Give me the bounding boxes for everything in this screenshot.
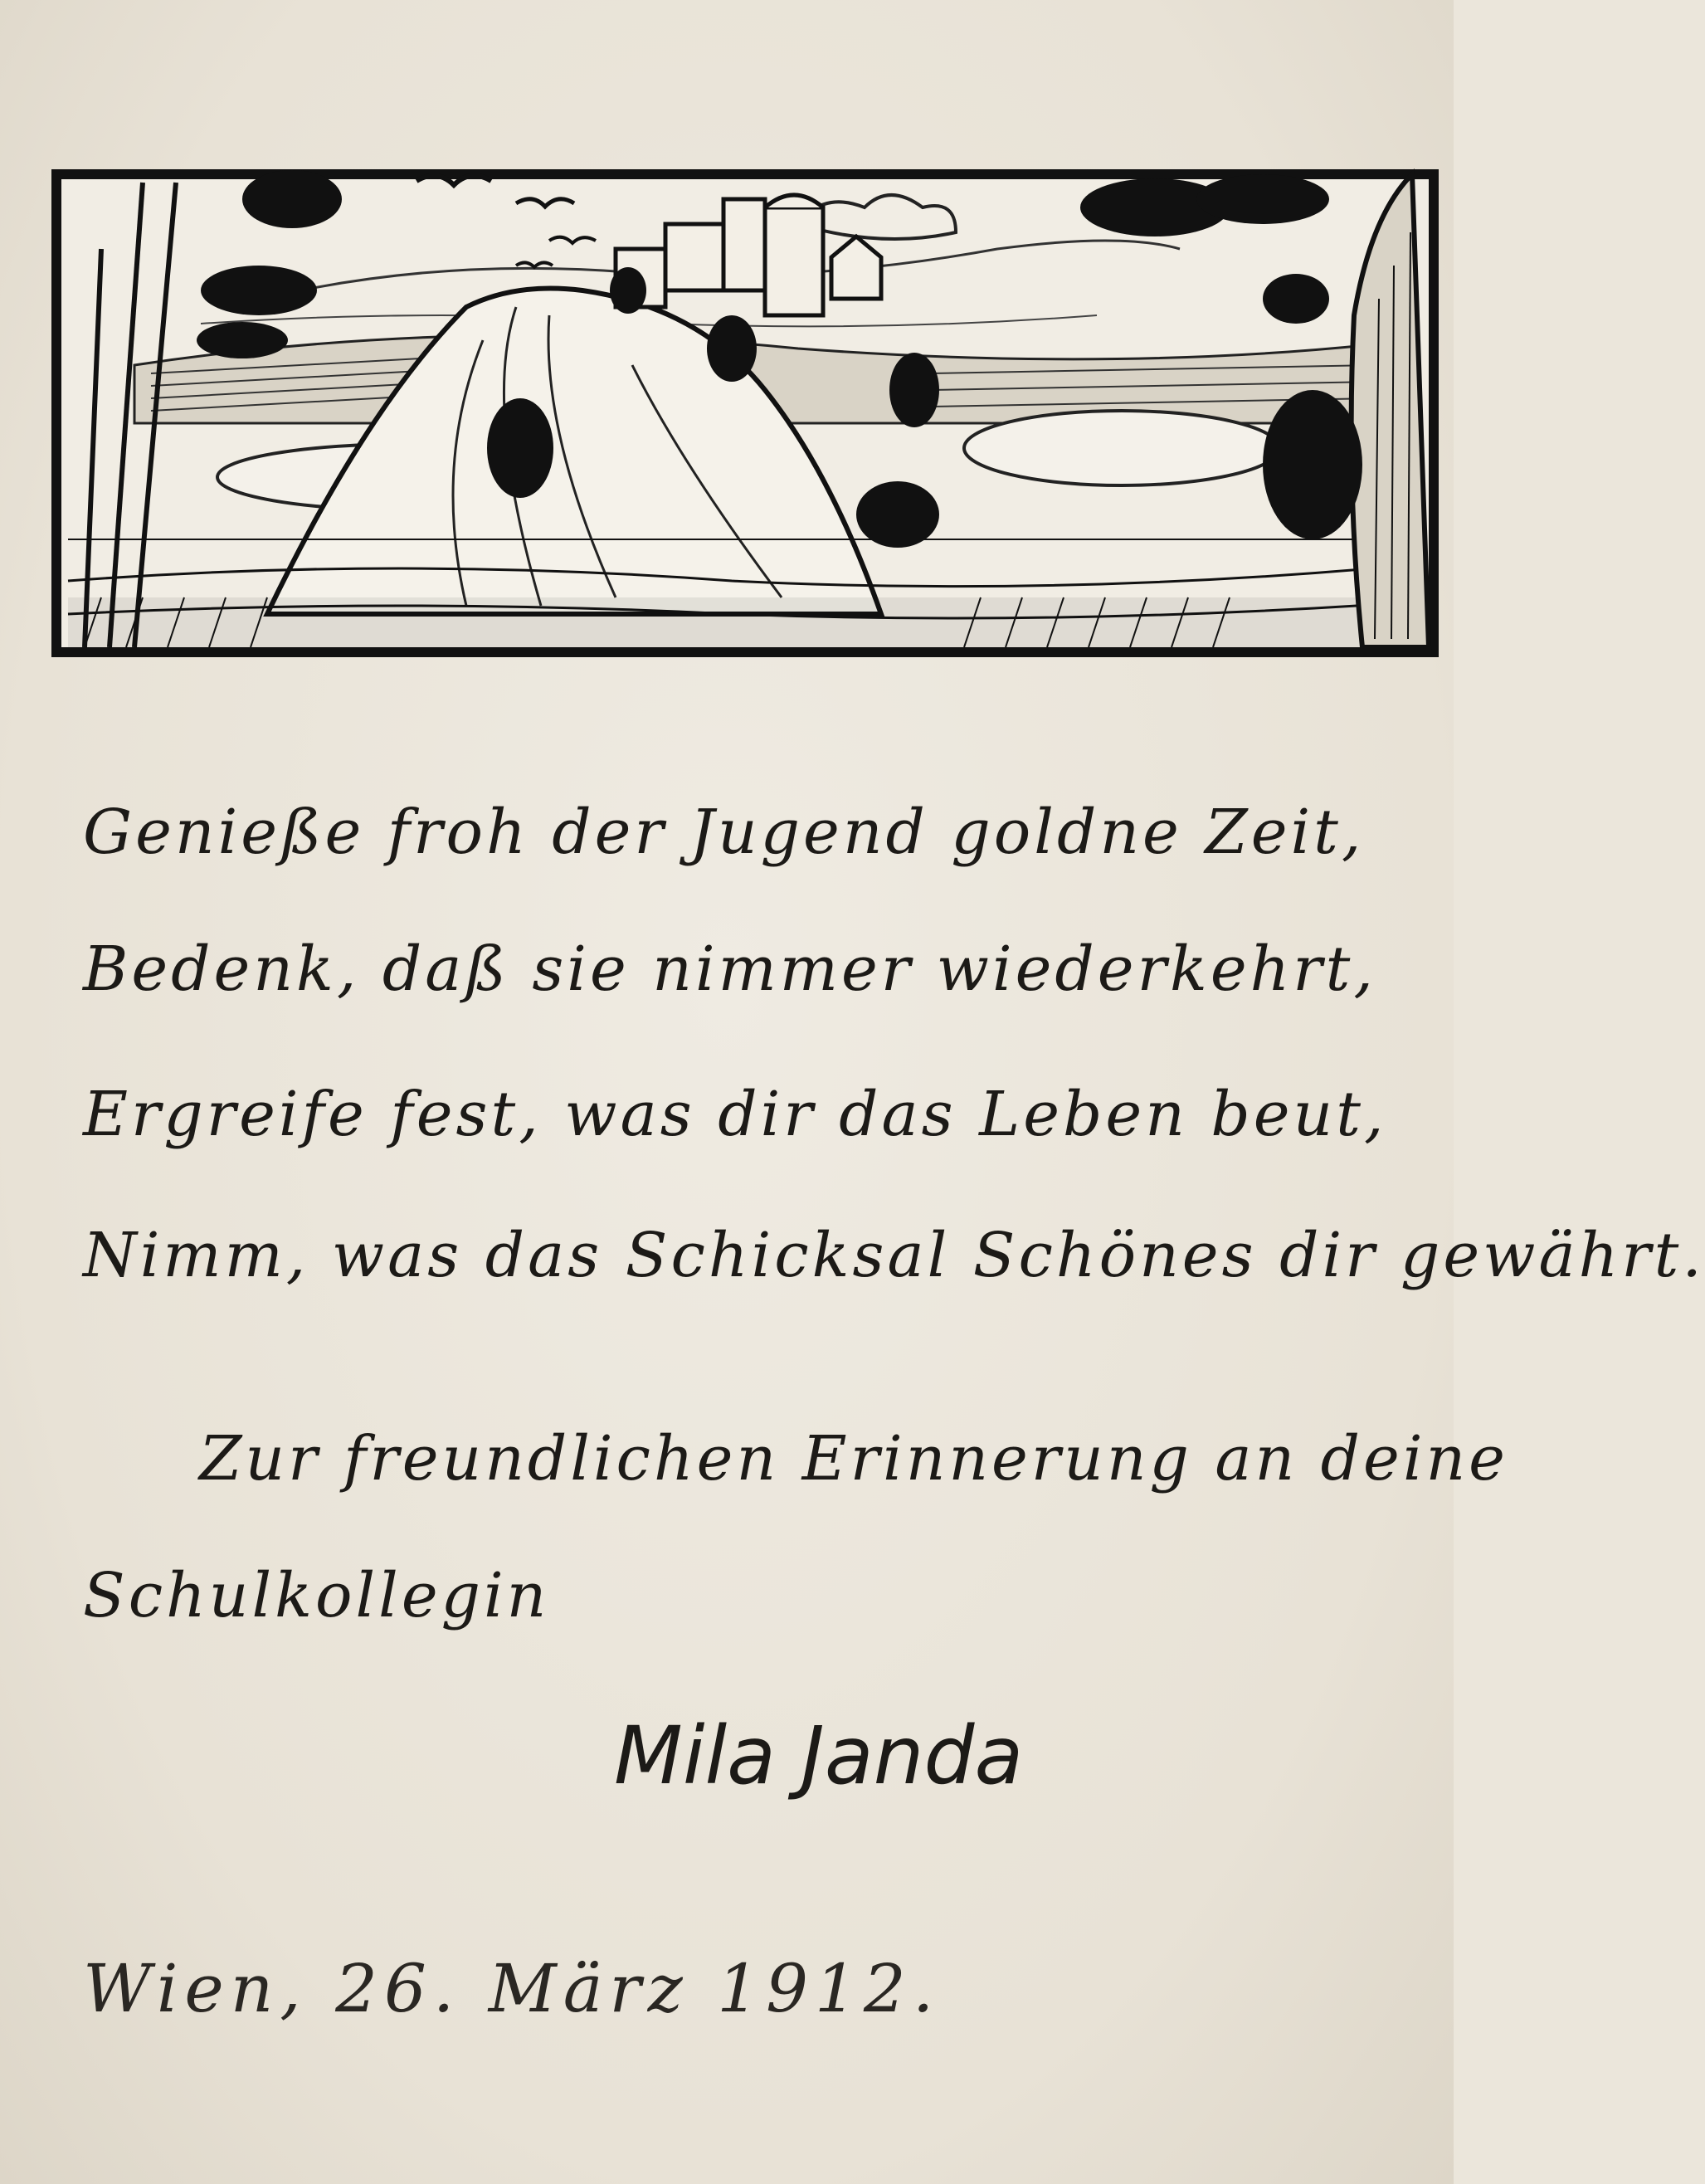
dedication-line-1: Zur freundlichen Erinnerung an deine (199, 1423, 1508, 1494)
poem-line-1: Genieße froh der Jugend goldne Zeit, (83, 797, 1365, 868)
date-line: Wien, 26. März 1912. (83, 1950, 941, 2027)
dedication-line-2: Schulkollegin (83, 1560, 550, 1631)
castle-landscape-illustration (51, 149, 1439, 657)
poem-line-3: Ergreife fest, was dir das Leben beut, (83, 1079, 1387, 1150)
signature: Mila Janda (614, 1709, 1024, 1802)
poem-line-2: Bedenk, daß sie nimmer wiederkehrt, (83, 934, 1376, 1005)
poem-line-4: Nimm, was das Schicksal Schönes dir gewährt. (83, 1220, 1705, 1291)
